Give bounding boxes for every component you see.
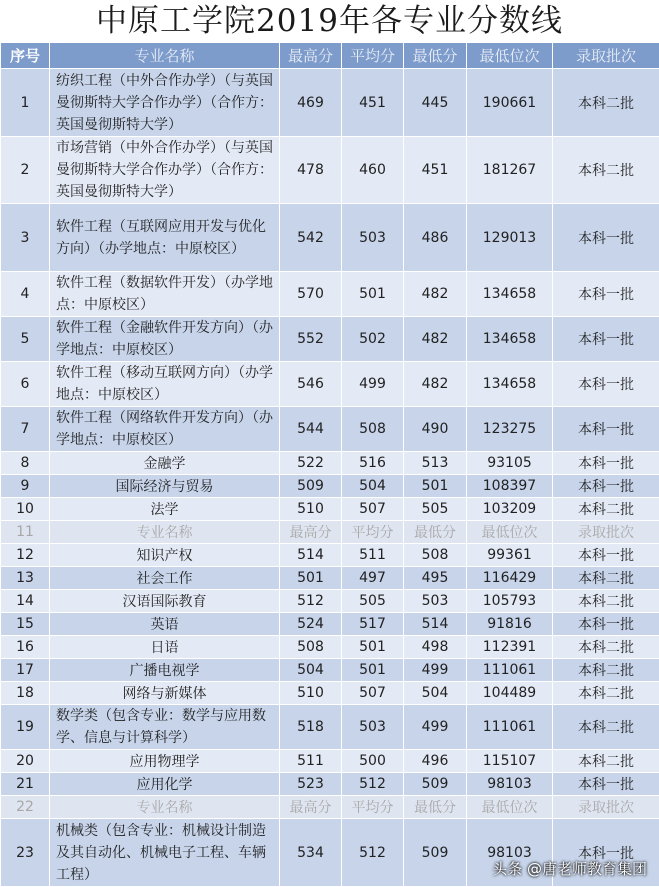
cell-max: 512 xyxy=(280,590,342,613)
cell-seq: 1 xyxy=(1,69,50,137)
cell-seq: 19 xyxy=(1,705,50,750)
header-rank: 最低位次 xyxy=(467,43,553,69)
cell-avg: 497 xyxy=(342,567,404,590)
cell-avg: 502 xyxy=(342,317,404,362)
cell-batch: 录取批次 xyxy=(553,521,659,544)
cell-rank: 112391 xyxy=(467,636,553,659)
table-row xyxy=(1,498,659,521)
cell-avg: 507 xyxy=(342,682,404,705)
cell-max: 544 xyxy=(280,407,342,452)
cell-batch: 本科二批 xyxy=(553,567,659,590)
cell-max: 542 xyxy=(280,204,342,272)
cell-max: 508 xyxy=(280,636,342,659)
cell-min: 482 xyxy=(404,317,467,362)
cell-rank: 111061 xyxy=(467,705,553,750)
cell-min: 503 xyxy=(404,590,467,613)
cell-rank: 104489 xyxy=(467,682,553,705)
cell-batch: 本科一批 xyxy=(553,819,659,887)
table-row xyxy=(1,69,659,137)
cell-name: 知识产权 xyxy=(50,544,280,567)
table-row xyxy=(1,590,659,613)
table-row xyxy=(1,567,659,590)
cell-seq: 8 xyxy=(1,452,50,475)
table-row xyxy=(1,773,659,796)
cell-min: 509 xyxy=(404,773,467,796)
table-row xyxy=(1,659,659,682)
cell-avg: 500 xyxy=(342,750,404,773)
cell-rank: 123275 xyxy=(467,407,553,452)
cell-max: 552 xyxy=(280,317,342,362)
cell-max: 最高分 xyxy=(280,796,342,819)
cell-avg: 505 xyxy=(342,590,404,613)
cell-seq: 21 xyxy=(1,773,50,796)
cell-rank: 105793 xyxy=(467,590,553,613)
cell-rank: 129013 xyxy=(467,204,553,272)
cell-rank: 91816 xyxy=(467,613,553,636)
table-row xyxy=(1,137,659,204)
cell-batch: 录取批次 xyxy=(553,796,659,819)
cell-min: 513 xyxy=(404,452,467,475)
cell-avg: 501 xyxy=(342,272,404,317)
cell-seq: 11 xyxy=(1,521,50,544)
table-row xyxy=(1,452,659,475)
repeated-header-row xyxy=(1,796,659,819)
cell-rank: 最低位次 xyxy=(467,521,553,544)
cell-seq: 16 xyxy=(1,636,50,659)
cell-seq: 3 xyxy=(1,204,50,272)
cell-max: 534 xyxy=(280,819,342,887)
cell-max: 524 xyxy=(280,613,342,636)
table-row xyxy=(1,613,659,636)
cell-min: 509 xyxy=(404,819,467,887)
cell-batch: 本科一批 xyxy=(553,613,659,636)
cell-max: 510 xyxy=(280,498,342,521)
cell-batch: 本科二批 xyxy=(553,69,659,137)
cell-min: 514 xyxy=(404,613,467,636)
cell-batch: 本科一批 xyxy=(553,204,659,272)
cell-batch: 本科一批 xyxy=(553,452,659,475)
cell-seq: 4 xyxy=(1,272,50,317)
cell-max: 570 xyxy=(280,272,342,317)
cell-batch: 本科二批 xyxy=(553,498,659,521)
cell-name: 汉语国际教育 xyxy=(50,590,280,613)
cell-batch: 本科二批 xyxy=(553,636,659,659)
cell-seq: 20 xyxy=(1,750,50,773)
cell-min: 496 xyxy=(404,750,467,773)
cell-rank: 98103 xyxy=(467,819,553,887)
cell-rank: 181267 xyxy=(467,137,553,204)
cell-max: 最高分 xyxy=(280,521,342,544)
table-row xyxy=(1,750,659,773)
cell-max: 518 xyxy=(280,705,342,750)
cell-avg: 501 xyxy=(342,636,404,659)
cell-min: 最低分 xyxy=(404,796,467,819)
cell-max: 509 xyxy=(280,475,342,498)
cell-min: 482 xyxy=(404,362,467,407)
cell-name: 金融学 xyxy=(50,452,280,475)
cell-seq: 7 xyxy=(1,407,50,452)
cell-name: 社会工作 xyxy=(50,567,280,590)
cell-min: 445 xyxy=(404,69,467,137)
cell-avg: 508 xyxy=(342,407,404,452)
cell-rank: 115107 xyxy=(467,750,553,773)
cell-seq: 2 xyxy=(1,137,50,204)
cell-rank: 111061 xyxy=(467,659,553,682)
cell-batch: 本科二批 xyxy=(553,137,659,204)
cell-batch: 本科二批 xyxy=(553,750,659,773)
cell-seq: 9 xyxy=(1,475,50,498)
cell-batch: 本科一批 xyxy=(553,362,659,407)
cell-rank: 最低位次 xyxy=(467,796,553,819)
table-row xyxy=(1,544,659,567)
table-row xyxy=(1,705,659,750)
cell-name: 机械类（包含专业：机械设计制造及其自动化、机械电子工程、车辆工程） xyxy=(50,819,280,887)
cell-name: 广播电视学 xyxy=(50,659,280,682)
cell-name: 国际经济与贸易 xyxy=(50,475,280,498)
header-min: 最低分 xyxy=(404,43,467,69)
cell-name: 软件工程（网络软件开发方向）（办学地点：中原校区） xyxy=(50,407,280,452)
cell-min: 505 xyxy=(404,498,467,521)
header-seq: 序号 xyxy=(1,43,50,69)
cell-name: 软件工程（数据软件开发）（办学地点：中原校区） xyxy=(50,272,280,317)
cell-seq: 17 xyxy=(1,659,50,682)
table-row xyxy=(1,272,659,317)
cell-seq: 6 xyxy=(1,362,50,407)
cell-avg: 507 xyxy=(342,498,404,521)
cell-seq: 18 xyxy=(1,682,50,705)
cell-avg: 501 xyxy=(342,659,404,682)
cell-max: 522 xyxy=(280,452,342,475)
cell-batch: 本科一批 xyxy=(553,407,659,452)
cell-min: 最低分 xyxy=(404,521,467,544)
cell-max: 523 xyxy=(280,773,342,796)
cell-min: 451 xyxy=(404,137,467,204)
cell-seq: 15 xyxy=(1,613,50,636)
repeated-header-row xyxy=(1,521,659,544)
cell-batch: 本科一批 xyxy=(553,544,659,567)
cell-rank: 103209 xyxy=(467,498,553,521)
cell-max: 514 xyxy=(280,544,342,567)
cell-avg: 平均分 xyxy=(342,521,404,544)
cell-rank: 108397 xyxy=(467,475,553,498)
cell-name: 网络与新媒体 xyxy=(50,682,280,705)
cell-min: 508 xyxy=(404,544,467,567)
cell-min: 495 xyxy=(404,567,467,590)
cell-batch: 本科一批 xyxy=(553,317,659,362)
cell-min: 499 xyxy=(404,659,467,682)
cell-name: 数学类（包含专业：数学与应用数学、信息与计算科学） xyxy=(50,705,280,750)
cell-rank: 134658 xyxy=(467,317,553,362)
cell-max: 546 xyxy=(280,362,342,407)
cell-rank: 134658 xyxy=(467,272,553,317)
cell-batch: 本科一批 xyxy=(553,773,659,796)
table-row xyxy=(1,317,659,362)
cell-max: 469 xyxy=(280,69,342,137)
cell-min: 501 xyxy=(404,475,467,498)
cell-seq: 10 xyxy=(1,498,50,521)
table-row xyxy=(1,204,659,272)
cell-avg: 503 xyxy=(342,705,404,750)
cell-name: 纺织工程（中外合作办学）（与英国曼彻斯特大学合作办学）（合作方：英国曼彻斯特大学） xyxy=(50,69,280,137)
cell-batch: 本科二批 xyxy=(553,682,659,705)
cell-max: 510 xyxy=(280,682,342,705)
cell-batch: 本科一批 xyxy=(553,475,659,498)
table-row xyxy=(1,362,659,407)
cell-avg: 504 xyxy=(342,475,404,498)
cell-avg: 451 xyxy=(342,69,404,137)
cell-name: 应用化学 xyxy=(50,773,280,796)
cell-avg: 平均分 xyxy=(342,796,404,819)
cell-batch: 本科二批 xyxy=(553,659,659,682)
cell-name: 应用物理学 xyxy=(50,750,280,773)
cell-name: 专业名称 xyxy=(50,521,280,544)
cell-name: 专业名称 xyxy=(50,796,280,819)
header-max: 最高分 xyxy=(280,43,342,69)
cell-max: 501 xyxy=(280,567,342,590)
cell-name: 英语 xyxy=(50,613,280,636)
cell-seq: 13 xyxy=(1,567,50,590)
page-title: 中原工学院2019年各专业分数线 xyxy=(96,3,563,39)
cell-avg: 511 xyxy=(342,544,404,567)
header-row xyxy=(1,43,659,69)
cell-seq: 23 xyxy=(1,819,50,887)
cell-avg: 503 xyxy=(342,204,404,272)
cell-name: 软件工程（移动互联网方向）（办学地点：中原校区） xyxy=(50,362,280,407)
cell-rank: 99361 xyxy=(467,544,553,567)
cell-min: 482 xyxy=(404,272,467,317)
cell-name: 市场营销（中外合作办学）（与英国曼彻斯特大学合作办学）（合作方：英国曼彻斯特大学） xyxy=(50,137,280,204)
table-row xyxy=(1,682,659,705)
header-name: 专业名称 xyxy=(50,43,280,69)
cell-seq: 5 xyxy=(1,317,50,362)
watermark: 头条 @唐老师教育集团 xyxy=(492,860,647,878)
cell-rank: 116429 xyxy=(467,567,553,590)
header-batch: 录取批次 xyxy=(553,43,659,69)
cell-seq: 22 xyxy=(1,796,50,819)
cell-rank: 98103 xyxy=(467,773,553,796)
cell-min: 498 xyxy=(404,636,467,659)
cell-rank: 134658 xyxy=(467,362,553,407)
cell-batch: 本科二批 xyxy=(553,705,659,750)
cell-min: 490 xyxy=(404,407,467,452)
table-row xyxy=(1,475,659,498)
cell-batch: 本科一批 xyxy=(553,272,659,317)
cell-avg: 517 xyxy=(342,613,404,636)
cell-min: 499 xyxy=(404,705,467,750)
cell-max: 511 xyxy=(280,750,342,773)
cell-avg: 516 xyxy=(342,452,404,475)
cell-max: 478 xyxy=(280,137,342,204)
cell-name: 日语 xyxy=(50,636,280,659)
cell-max: 504 xyxy=(280,659,342,682)
table-row xyxy=(1,636,659,659)
score-table xyxy=(0,42,659,887)
cell-avg: 512 xyxy=(342,819,404,887)
header-avg: 平均分 xyxy=(342,43,404,69)
cell-rank: 190661 xyxy=(467,69,553,137)
cell-name: 软件工程（金融软件开发方向）（办学地点：中原校区） xyxy=(50,317,280,362)
cell-seq: 14 xyxy=(1,590,50,613)
cell-seq: 12 xyxy=(1,544,50,567)
table-row xyxy=(1,407,659,452)
cell-name: 软件工程（互联网应用开发与优化方向）（办学地点：中原校区） xyxy=(50,204,280,272)
cell-batch: 本科二批 xyxy=(553,590,659,613)
cell-avg: 460 xyxy=(342,137,404,204)
cell-rank: 93105 xyxy=(467,452,553,475)
cell-avg: 499 xyxy=(342,362,404,407)
cell-min: 504 xyxy=(404,682,467,705)
cell-min: 486 xyxy=(404,204,467,272)
cell-avg: 512 xyxy=(342,773,404,796)
cell-name: 法学 xyxy=(50,498,280,521)
